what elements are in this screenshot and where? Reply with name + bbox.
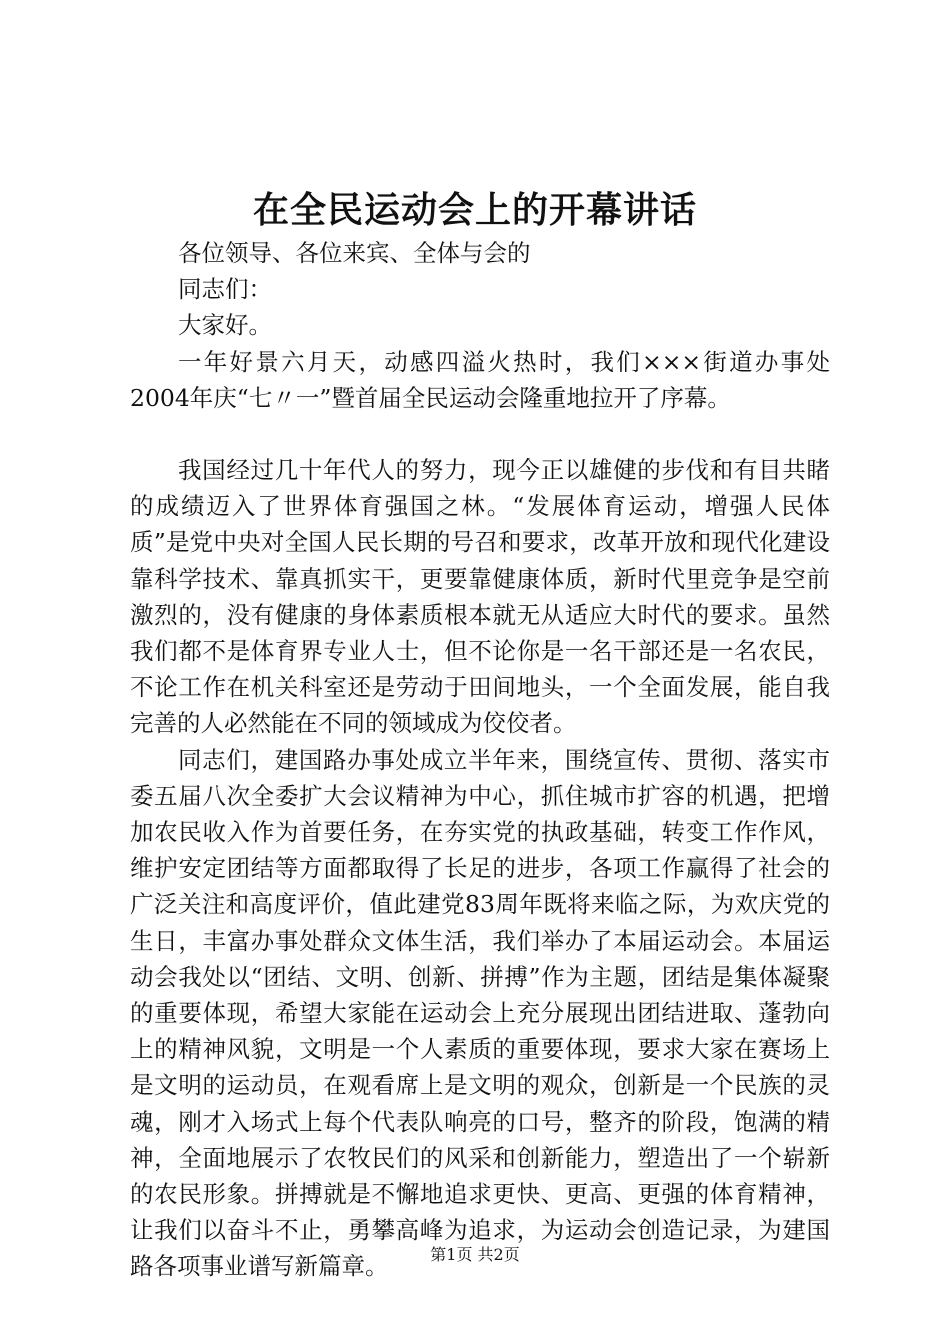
paragraph: 我国经过几十年代人的努力，现今正以雄健的步伐和有目共睹的成绩迈入了世界体育强国之林。“发展体育运动，增强人民体质”是党中央对全国人民长期的号召和要求，改革开放和现代化建设靠科学技术、靠真抓实干，更要靠健康体质，新时代里竞争是空前激烈的，没有健康的身体素质根本就无从适应大时代的要求。虽然我们都不是体育界专业人士，但不论你是一名干部还是一名农民，不论工作在机关科室还是劳动于田间地头，一个全面发展，能自我完善的人必然能在不同的领域成为佼佼者。 [130,456,830,738]
paragraph: 一年好景六月天，动感四溢火热时，我们×××街道办事处2004年庆“七〃一”暨首届全民运动会隆重地拉开了序幕。 [130,347,830,412]
document-title: 在全民运动会上的开幕讲话 [252,189,697,231]
salutation-line: 同志们： [178,275,272,304]
greeting: 大家好。 [178,311,272,340]
paragraph: 同志们，建国路办事处成立半年来，围绕宣传、贯彻、落实市委五届八次全委扩大会议精神为中心，抓住城市扩容的机遇，把增加农民收入作为首要任务，在夯实党的执政基础，转变工作作风，维护安定团结等方面都取得了长足的进步，各项工作赢得了社会的广泛关注和高度评价，值此建党83周年既将来临之际，为欢庆党的生日，丰富办事处群众文体生活，我们举办了本届运动会。本届运动会我处以“团结、文明、创新、拼搏”作为主题，团结是集体凝聚的重要体现，希望大家能在运动会上充分展现出团结进取、蓬勃向上的精神风貌，文明是一个人素质的重要体现，要求大家在赛场上是文明的运动员，在观看席上是文明的观众，创新是一个民族的灵魂，刚才入场式上每个代表队响亮的口号，整齐的阶段，饱满的精神，全面地展示了农牧民们的风采和创新能力，塑造出了一个崭新的农民形象。拼搏就是不懈地追求更快、更高、更强的体育精神，让我们以奋斗不止，勇攀高峰为追求，为运动会创造记录，为建国路各项事业谱写新篇章。 [130,745,830,1281]
salutation-line: 各位领导、各位来宾、全体与会的 [178,239,531,267]
page-number: 第1页 共2页 [430,1245,520,1264]
document-body [130,235,830,1285]
